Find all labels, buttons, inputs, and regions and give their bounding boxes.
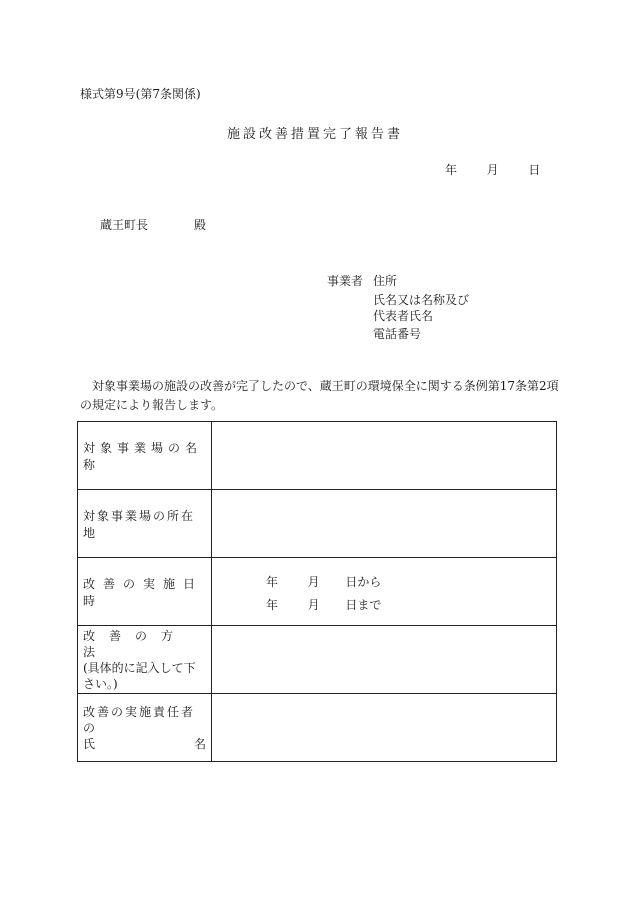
date-line	[445, 161, 540, 178]
operator-label: 事業者	[327, 274, 364, 288]
improvement-method-label-line2: (具体的に記入して下	[83, 660, 196, 675]
from-day-suffix: 日から	[345, 575, 382, 589]
responsible-person-label-mei: 名	[193, 736, 206, 751]
facility-name-label-text: 対象事業場の名称	[83, 440, 203, 472]
table-row	[78, 490, 557, 558]
implementation-date-label	[78, 558, 212, 626]
from-year: 年	[266, 575, 279, 589]
to-day-suffix: 日まで	[345, 598, 382, 612]
operator-address-label: 住所	[373, 274, 398, 288]
improvement-method-label-line3: さい。)	[83, 676, 118, 691]
responsible-person-label-line2	[83, 736, 206, 752]
table-row	[78, 694, 557, 762]
date-from	[266, 573, 381, 590]
addressee-honorific: 殿	[194, 218, 207, 232]
facility-location-label-text: 対象事業場の所在地	[83, 508, 196, 540]
implementation-date-label-text: 改善の実施日時	[83, 576, 204, 608]
facility-name-field[interactable]	[212, 422, 557, 490]
date-month: 月	[486, 163, 499, 177]
date-to	[266, 596, 381, 613]
addressee-name: 蔵王町長	[100, 218, 149, 232]
body-text	[80, 377, 560, 415]
table-row	[78, 626, 557, 694]
to-month: 月	[307, 598, 320, 612]
body-text-content: 対象事業場の施設の改善が完了したので、蔵王町の環境保全に関する条例第17条第2項の規定により報告します。	[80, 379, 559, 412]
form-number: 様式第9号(第7条関係)	[80, 87, 201, 101]
report-table	[77, 421, 557, 762]
operator-phone-label: 電話番号	[373, 327, 422, 341]
facility-location-field[interactable]	[212, 490, 557, 558]
implementation-date-field[interactable]	[212, 558, 557, 626]
responsible-person-label-line1: 改善の実施責任者の	[83, 704, 196, 735]
table-row	[78, 558, 557, 626]
responsible-person-field[interactable]	[212, 694, 557, 762]
responsible-person-label-shi: 氏	[83, 736, 96, 751]
document-title: 施設改善措置完了報告書	[226, 127, 403, 142]
facility-name-label	[78, 422, 212, 490]
facility-location-label	[78, 490, 212, 558]
operator-name-label-line1: 氏名又は名称及び	[373, 293, 470, 307]
to-year: 年	[266, 598, 279, 612]
date-day: 日	[528, 163, 541, 177]
operator-name-label-line2: 代表者氏名	[373, 309, 434, 323]
table-row	[78, 422, 557, 490]
from-month: 月	[307, 575, 320, 589]
improvement-method-label	[78, 626, 212, 694]
responsible-person-label	[78, 694, 212, 762]
improvement-method-field[interactable]	[212, 626, 557, 694]
improvement-method-label-line1: 改善の方法	[83, 628, 188, 659]
addressee	[100, 216, 206, 233]
date-year: 年	[445, 163, 458, 177]
